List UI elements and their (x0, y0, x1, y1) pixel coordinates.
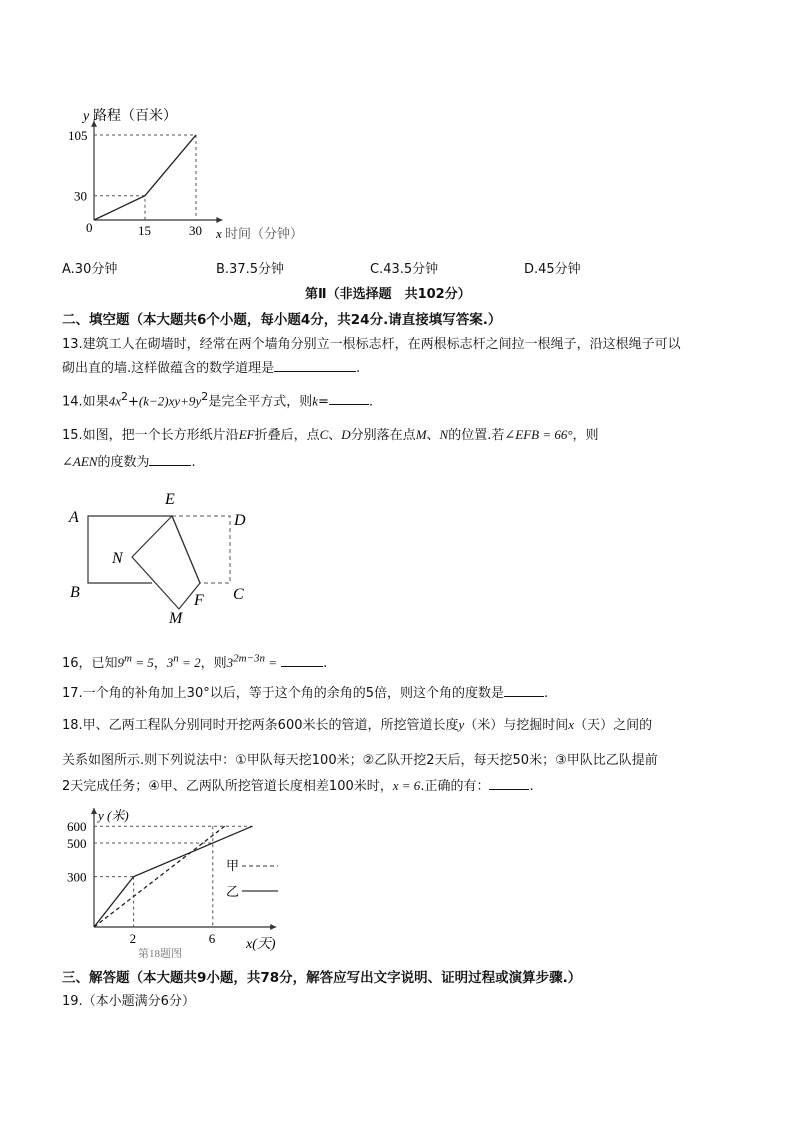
q16-base3b: 3 (226, 655, 234, 670)
q12-y-tick-label: 105 (68, 127, 88, 143)
q17-text: 17.一个角的补角加上30°以后，等于这个角的余角的5倍，则这个角的度数是 (62, 686, 504, 701)
q18-text-e: .正确的有： (420, 779, 490, 794)
q14-x: x (115, 393, 121, 409)
q15-folded-flap (132, 516, 200, 609)
q12-option-d: D.45分钟 (524, 262, 581, 277)
q17-answer-blank[interactable] (504, 685, 544, 697)
q18-x-axis-label: x(天) (246, 937, 276, 952)
q16-base9: 9 (117, 655, 125, 670)
q18-y-axis-label: y (米) (98, 808, 129, 823)
q18-end: . (529, 779, 534, 794)
q18-text-b: （米）与挖掘时间 (464, 718, 569, 733)
q12-route-chart (60, 100, 350, 245)
q15-d: D (341, 427, 351, 442)
q15-label-a: A (69, 509, 79, 526)
q15-line2 (62, 451, 196, 470)
q15-text-a: 15.如图，把一个长方形纸片沿 (62, 428, 239, 443)
q15-label-f: F (194, 592, 204, 609)
q14-plus9: +9 (180, 393, 196, 409)
q15-label-n: N (112, 550, 123, 567)
q16-line (62, 652, 327, 671)
q14-k: k (143, 393, 149, 409)
q18-y-arrow (91, 808, 97, 814)
q18-line2: 关系如图所示.则下列说法中：①甲队每天挖100米；②乙队开挖2天后，每天挖50米；③甲队比乙队提前 (62, 753, 658, 768)
q12-option-a: A.30分钟 (62, 262, 118, 277)
q13-line1: 13.建筑工人在砌墙时，经常在两个墙角分别立一根标志杆，在两根标志杆之间拉一根绳子，沿这根绳子可以 (62, 337, 681, 352)
q15-sep1: 、 (328, 428, 342, 443)
q18-y: y (458, 717, 465, 732)
q16-comma: ， (153, 656, 167, 671)
q12-x-tick-label: 15 (138, 223, 151, 238)
q14-coef4: 4 (108, 393, 116, 409)
q12-x-axis-label: 时间（分钟） (225, 226, 304, 241)
q18-x-tick-label: 6 (208, 931, 216, 946)
q14-text: 是完全平方式，则 (208, 394, 313, 410)
q15-label-b: B (70, 584, 80, 601)
q18-pipeline-chart (58, 800, 298, 958)
q15-m: M (415, 427, 427, 442)
q14-prefix: 14.如果 (62, 394, 109, 410)
q12-x-arrow (216, 217, 222, 223)
q16-mid: ，则 (200, 656, 227, 671)
q13-line2-text: 砌出直的墙.这样做蕴含的数学道理是 (62, 361, 275, 376)
q15-text-b: 折叠后，点 (254, 428, 320, 443)
q18-x2: x (392, 778, 399, 793)
part2-heading: 第Ⅱ（非选择题 共102分） (305, 287, 471, 302)
q17-line (62, 682, 548, 701)
q15-angle-aen: ∠AEN (62, 454, 98, 469)
q12-option-b: B.37.5分钟 (216, 262, 284, 277)
q15-sep2: 、 (426, 428, 440, 443)
q12-y-tick-label: 30 (74, 188, 87, 204)
q15-text-c: 分别落在点 (350, 428, 416, 443)
q13-end: . (356, 361, 361, 376)
q14-sup1: 2 (120, 390, 128, 403)
q15-end: . (191, 455, 196, 470)
q16-exp-m: m (124, 652, 132, 665)
q15-label-d: D (234, 512, 246, 529)
q18-legend-jia: 甲 (226, 858, 240, 873)
q16-answer-blank[interactable] (281, 655, 323, 667)
q14-minus2: −2) (149, 393, 169, 409)
q18-caption-partial: 第18题图 (138, 948, 182, 958)
q14-line (62, 390, 373, 409)
q15-label-c: C (233, 586, 244, 603)
q15-label-m: M (169, 610, 183, 627)
q16-prefix: 16，已知 (62, 656, 118, 671)
q15-label-e: E (165, 491, 175, 508)
q15-text-e: ，则 (572, 428, 599, 443)
q15-n: N (439, 427, 449, 442)
q12-y-axis-letter: y (83, 109, 90, 124)
q18-answer-blank[interactable] (489, 778, 529, 790)
q14-answer-blank[interactable] (329, 393, 369, 405)
q15-c: C (319, 427, 329, 442)
q18-text-d: 2天完成任务；④甲、乙两队所挖管道长度相差100米时， (62, 779, 393, 794)
q12-origin-label: 0 (86, 220, 93, 235)
q15-fold-figure (62, 485, 262, 630)
q15-ef: EF (238, 427, 255, 442)
q18-x-arrow (270, 924, 276, 930)
q14-eq: = (318, 394, 329, 410)
q16-eqend: = (264, 655, 277, 670)
q15-rect-dashed (172, 516, 230, 583)
q13-line2 (62, 357, 360, 376)
q18-x-tick-label: 2 (129, 931, 137, 946)
q18-y-tick-label: 600 (67, 819, 87, 835)
q14-xy: xy (168, 393, 181, 409)
q12-y-axis-label: 路程（百米） (93, 109, 177, 124)
q13-answer-blank[interactable] (274, 360, 356, 372)
q16-eq5: = 5 (132, 655, 154, 670)
q16-exp-expr: 2m−3n (233, 652, 265, 665)
q16-exp-n: n (173, 652, 179, 665)
q16-end: . (323, 656, 328, 671)
q16-eq2: = 2 (178, 655, 201, 670)
q15-text-f: 的度数为 (97, 455, 150, 470)
q18-line1 (62, 714, 652, 733)
section2-heading: 二、填空题（本大题共6个小题，每小题4分，共24分.请直接填写答案.） (62, 312, 502, 328)
q14-sup2: 2 (201, 390, 209, 403)
q14-y: y (195, 393, 202, 409)
q12-x-tick-label: 30 (189, 223, 202, 238)
q14-paren: ( (138, 393, 144, 409)
q14-k2: k (312, 393, 319, 409)
q15-rect-solid (88, 516, 172, 583)
q18-text-a: 18.甲、乙两工程队分别同时开挖两条600米长的管道，所挖管道长度 (62, 718, 459, 733)
q12-option-c: C.43.5分钟 (370, 262, 439, 277)
q19-title: 19.（本小题满分6分） (62, 994, 195, 1009)
q18-y-tick-label: 300 (67, 869, 87, 885)
q16-base3: 3 (166, 655, 174, 670)
q18-legend-yi: 乙 (226, 884, 240, 899)
q15-text-d: 的位置.若 (448, 428, 505, 443)
q15-line1 (62, 424, 599, 443)
q12-x-axis-letter: x (216, 226, 222, 241)
section3-heading: 三、解答题（本大题共9小题，共78分，解答应写出文字说明、证明过程或演算步骤.） (62, 970, 582, 986)
q18-eq6: = 6 (398, 778, 421, 793)
q17-end: . (544, 686, 549, 701)
q14-plus: + (127, 394, 139, 410)
q18-x: x (568, 717, 575, 732)
q18-text-c: （天）之间的 (574, 718, 653, 733)
q14-end: . (368, 394, 374, 410)
q18-y-tick-label: 500 (67, 836, 87, 851)
q15-answer-blank[interactable] (149, 454, 191, 466)
q15-angle-eq: ∠EFB = 66° (504, 427, 573, 442)
q15-fold-line (172, 516, 200, 583)
q18-series-yi (94, 826, 252, 927)
q18-line3 (62, 775, 534, 794)
